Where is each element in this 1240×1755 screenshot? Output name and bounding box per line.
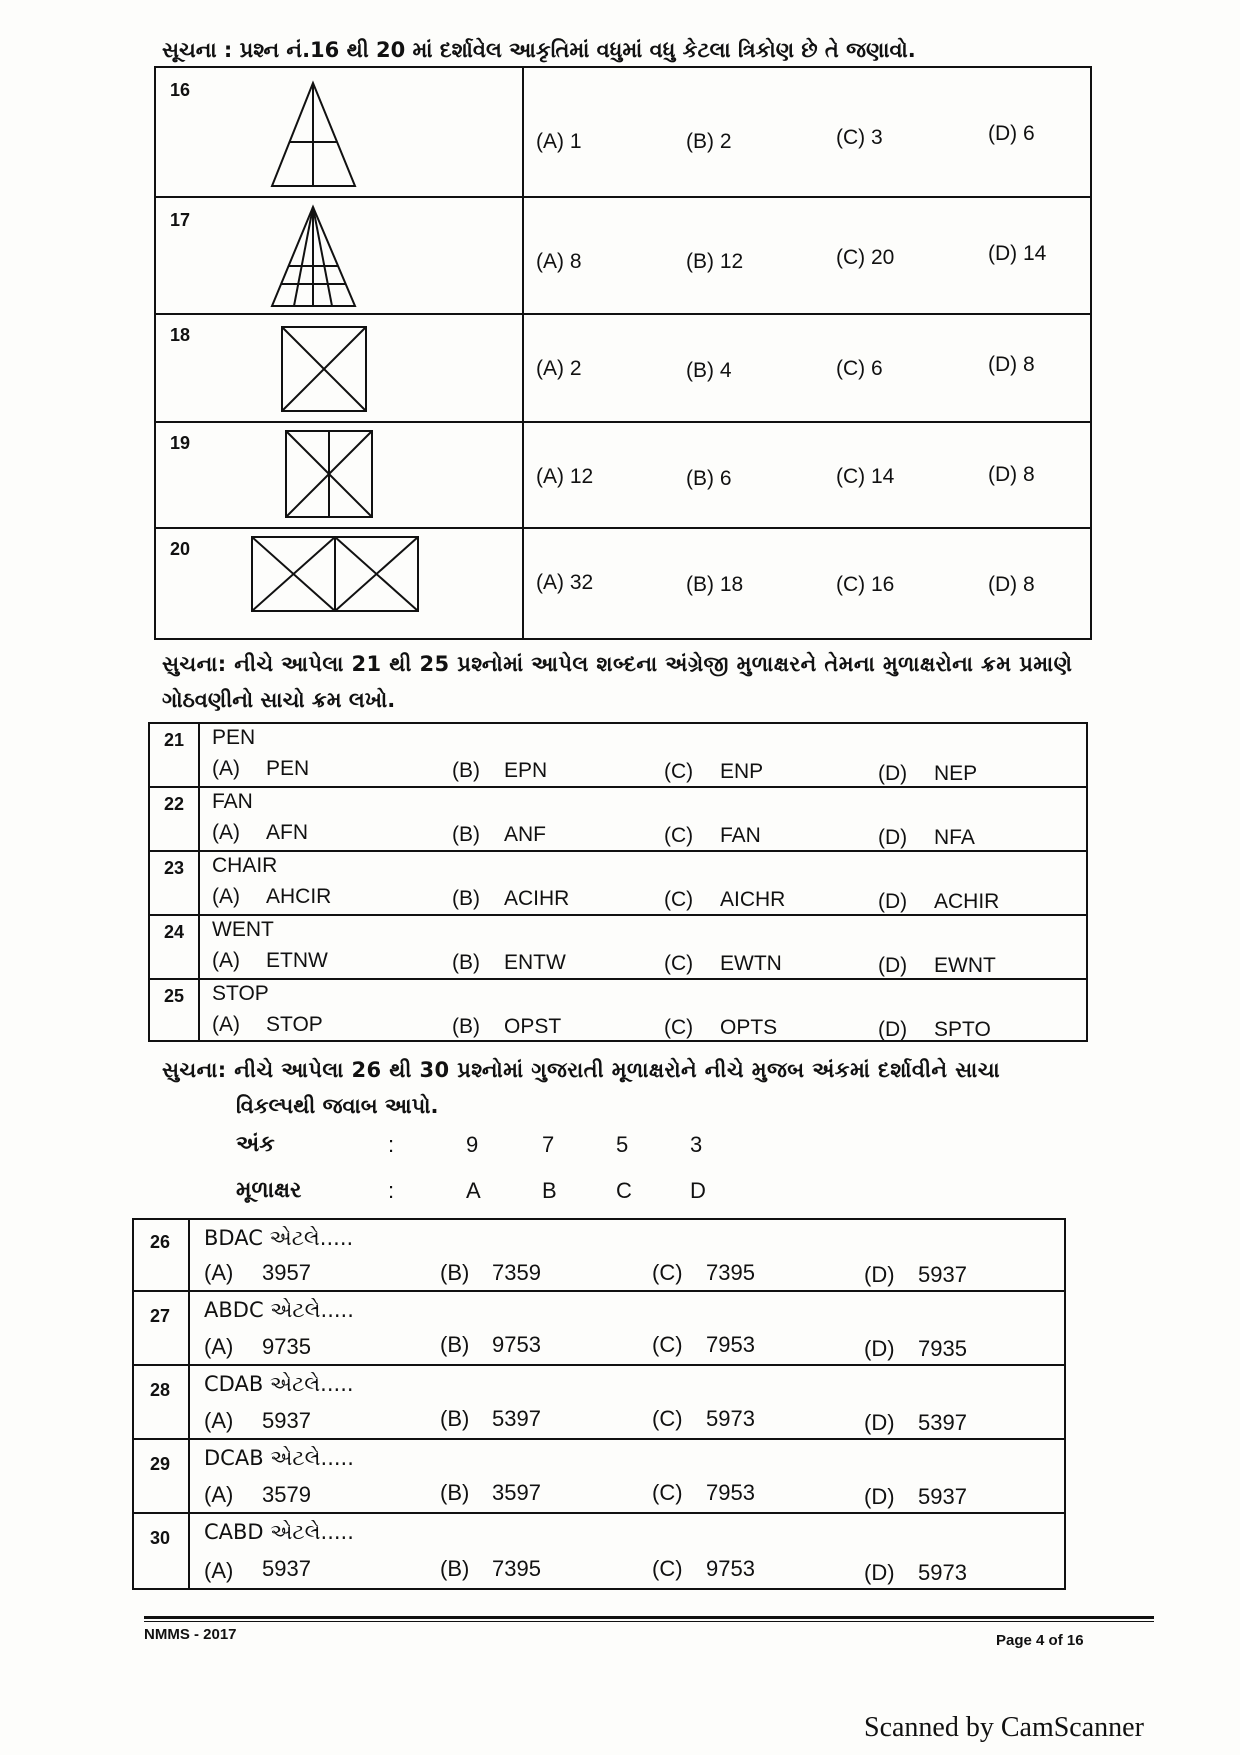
- option-a-label[interactable]: (A): [204, 1260, 234, 1285]
- option-a-value[interactable]: 3579: [262, 1482, 311, 1507]
- question-word: CHAIR: [212, 854, 278, 877]
- option-b-value[interactable]: OPST: [504, 1015, 562, 1038]
- colon: :: [388, 1132, 395, 1157]
- letter: A: [466, 1178, 481, 1203]
- instruction-coding-line1: સુચના: નીચે આપેલા 26 થી 30 પ્રશ્નોમાં ગુજરાતી મૂળાક્ષરોને નીચે મુજબ અંકમાં દર્શાવીને સાચા: [162, 1058, 1001, 1082]
- instruction-alphabet-line2: ગોઠવણીનો સાચો ક્રમ લખો.: [162, 688, 396, 712]
- option-b-value[interactable]: ACIHR: [504, 887, 570, 910]
- option-d-value[interactable]: NFA: [934, 826, 975, 849]
- option-b[interactable]: (B) 18: [686, 573, 744, 596]
- option-b-label[interactable]: (B): [452, 759, 480, 782]
- option-a-value[interactable]: 9735: [262, 1334, 311, 1359]
- question-number: 29: [150, 1454, 171, 1474]
- question-number: 27: [150, 1306, 171, 1326]
- footer-exam-name: NMMS - 2017: [144, 1626, 237, 1643]
- option-c-label[interactable]: (C): [664, 760, 694, 783]
- question-number: 17: [170, 210, 191, 230]
- option-b-label[interactable]: (B): [440, 1480, 470, 1505]
- question-number: 28: [150, 1380, 171, 1400]
- option-c-value[interactable]: ENP: [720, 760, 764, 783]
- option-b-value[interactable]: 7359: [492, 1260, 541, 1285]
- question-row-30: [134, 1514, 1064, 1590]
- option-a[interactable]: (A) 12: [536, 465, 594, 488]
- footer-page-number: Page 4 of 16: [996, 1632, 1084, 1649]
- option-d[interactable]: (D) 8: [988, 463, 1035, 486]
- option-d[interactable]: (D) 14: [988, 242, 1047, 265]
- double-square-figure-20: [250, 535, 422, 615]
- square-figure-18: [280, 325, 370, 415]
- option-b-label[interactable]: (B): [452, 823, 480, 846]
- option-a-label[interactable]: (A): [212, 885, 240, 908]
- option-a-label[interactable]: (A): [212, 757, 240, 780]
- option-b-value[interactable]: 9753: [492, 1332, 541, 1357]
- option-d-label[interactable]: (D): [878, 826, 908, 849]
- option-b-label[interactable]: (B): [440, 1260, 470, 1285]
- option-d-label[interactable]: (D): [864, 1560, 895, 1585]
- option-d-label[interactable]: (D): [878, 1018, 908, 1041]
- question-prompt: CDAB એટલે.....: [204, 1372, 354, 1396]
- option-a-label[interactable]: (A): [204, 1482, 234, 1507]
- question-number: 26: [150, 1232, 171, 1252]
- question-prompt: DCAB એટલે.....: [204, 1446, 354, 1470]
- option-c-value[interactable]: OPTS: [720, 1016, 778, 1039]
- question-number: 18: [170, 325, 191, 345]
- option-c-value[interactable]: 7395: [706, 1260, 755, 1285]
- question-number: 24: [164, 922, 185, 942]
- option-a[interactable]: (A) 2: [536, 357, 582, 380]
- option-a-label[interactable]: (A): [204, 1334, 234, 1359]
- option-a-value[interactable]: ETNW: [266, 949, 328, 972]
- option-c-label[interactable]: (C): [664, 1016, 694, 1039]
- option-b-value[interactable]: ENTW: [504, 951, 566, 974]
- option-d-value[interactable]: 5973: [918, 1560, 967, 1585]
- option-a[interactable]: (A) 8: [536, 250, 582, 273]
- option-b-label[interactable]: (B): [440, 1332, 470, 1357]
- option-c[interactable]: (C) 20: [836, 246, 895, 269]
- option-a-value[interactable]: PEN: [266, 757, 310, 780]
- letter: B: [542, 1178, 557, 1203]
- option-b[interactable]: (B) 12: [686, 250, 744, 273]
- digit: 9: [466, 1132, 479, 1157]
- triangle-figure-17: [266, 204, 361, 310]
- question-row-25: [150, 980, 1086, 1042]
- square-figure-19: [284, 429, 374, 521]
- option-d-value[interactable]: 5937: [918, 1262, 967, 1287]
- code-letter-row: [236, 1178, 756, 1212]
- option-d[interactable]: (D) 6: [988, 122, 1035, 145]
- option-d-label[interactable]: (D): [864, 1336, 895, 1361]
- question-row-29: [134, 1440, 1064, 1514]
- question-word: FAN: [212, 790, 253, 813]
- question-row-28: [134, 1366, 1064, 1440]
- option-c[interactable]: (C) 3: [836, 126, 883, 149]
- question-number: 30: [150, 1528, 171, 1548]
- question-number: 22: [164, 794, 185, 814]
- option-c[interactable]: (C) 14: [836, 465, 895, 488]
- option-a-label[interactable]: (A): [204, 1408, 234, 1433]
- option-d-value[interactable]: EWNT: [934, 954, 996, 977]
- option-d-label[interactable]: (D): [878, 954, 908, 977]
- option-c-value[interactable]: EWTN: [720, 952, 782, 975]
- question-number: 21: [164, 730, 185, 750]
- question-row-22: [150, 788, 1086, 852]
- option-d-value[interactable]: 5937: [918, 1484, 967, 1509]
- option-a-value[interactable]: 3957: [262, 1260, 311, 1285]
- option-a[interactable]: (A) 1: [536, 130, 582, 153]
- option-c[interactable]: (C) 16: [836, 573, 895, 596]
- word-question-table: [148, 722, 1088, 1042]
- instruction-triangles: સૂચના : પ્રશ્ન નં.16 થી 20 માં દર્શાવેલ આકૃતિમાં વધુમાં વધુ કેટલા ત્રિકોણ છે તે જણાવો.: [162, 38, 916, 62]
- option-a-value[interactable]: AHCIR: [266, 885, 332, 908]
- option-d-label[interactable]: (D): [864, 1262, 895, 1287]
- option-b-value[interactable]: 5397: [492, 1406, 541, 1431]
- option-d[interactable]: (D) 8: [988, 573, 1035, 596]
- code-digit-row: [236, 1132, 756, 1166]
- footer-rule-thin: [144, 1621, 1154, 1622]
- option-c-label[interactable]: (C): [664, 824, 694, 847]
- option-a-label[interactable]: (A): [204, 1558, 234, 1583]
- option-d-label[interactable]: (D): [878, 890, 908, 913]
- option-a-label[interactable]: (A): [212, 1013, 240, 1036]
- option-a-label[interactable]: (A): [212, 821, 240, 844]
- question-word: WENT: [212, 918, 274, 941]
- option-c-value[interactable]: 7953: [706, 1332, 755, 1357]
- figure-question-table: [154, 66, 1092, 640]
- option-c[interactable]: (C) 6: [836, 357, 883, 380]
- digit-label: અંક: [236, 1132, 275, 1157]
- option-b-value[interactable]: ANF: [504, 823, 546, 846]
- option-a-value[interactable]: 5937: [262, 1556, 311, 1581]
- question-row-24: [150, 916, 1086, 980]
- letter: D: [690, 1178, 706, 1203]
- option-d[interactable]: (D) 8: [988, 353, 1035, 376]
- option-b-label[interactable]: (B): [440, 1406, 470, 1431]
- option-b[interactable]: (B) 6: [686, 467, 732, 490]
- question-row-27: [134, 1292, 1064, 1366]
- option-c-label[interactable]: (C): [652, 1406, 683, 1431]
- option-b-value[interactable]: EPN: [504, 759, 548, 782]
- question-prompt: BDAC એટલે.....: [204, 1226, 354, 1250]
- digit: 7: [542, 1132, 555, 1157]
- option-d-label[interactable]: (D): [864, 1484, 895, 1509]
- code-question-table: [132, 1218, 1066, 1590]
- letter-label: મૂળાક્ષર: [236, 1178, 302, 1203]
- option-c-value[interactable]: AICHR: [720, 888, 786, 911]
- question-number: 19: [170, 433, 191, 453]
- question-row-20: [156, 529, 1090, 640]
- option-b-value[interactable]: 7395: [492, 1556, 541, 1581]
- question-word: PEN: [212, 726, 256, 749]
- option-b-label[interactable]: (B): [452, 951, 480, 974]
- option-b-label[interactable]: (B): [452, 1015, 480, 1038]
- option-c-label[interactable]: (C): [664, 952, 694, 975]
- option-c-label[interactable]: (C): [652, 1556, 683, 1581]
- colon: :: [388, 1178, 395, 1203]
- question-number: 16: [170, 80, 191, 100]
- question-row-17: [156, 198, 1090, 315]
- option-a-label[interactable]: (A): [212, 949, 240, 972]
- question-row-16: [156, 68, 1090, 198]
- option-d-value[interactable]: 7935: [918, 1336, 967, 1361]
- option-b[interactable]: (B) 2: [686, 130, 732, 153]
- question-prompt: CABD એટલે.....: [204, 1520, 354, 1544]
- scanner-watermark: Scanned by CamScanner: [864, 1712, 1144, 1743]
- option-c-label[interactable]: (C): [652, 1480, 683, 1505]
- option-d-label[interactable]: (D): [864, 1410, 895, 1435]
- option-d-label[interactable]: (D): [878, 762, 908, 785]
- option-a-value[interactable]: 5937: [262, 1408, 311, 1433]
- instruction-coding-line2: વિકલ્પથી જવાબ આપો.: [236, 1094, 439, 1118]
- option-a[interactable]: (A) 32: [536, 571, 594, 594]
- question-row-19: [156, 423, 1090, 529]
- question-prompt: ABDC એટલે.....: [204, 1298, 354, 1322]
- question-number: 20: [170, 539, 191, 559]
- digit: 5: [616, 1132, 629, 1157]
- option-d-value[interactable]: 5397: [918, 1410, 967, 1435]
- option-b-label[interactable]: (B): [452, 887, 480, 910]
- option-a-value[interactable]: STOP: [266, 1013, 323, 1036]
- question-row-21: [150, 724, 1086, 788]
- option-c-value[interactable]: 9753: [706, 1556, 755, 1581]
- option-c-label[interactable]: (C): [652, 1260, 683, 1285]
- option-d-value[interactable]: SPTO: [934, 1018, 991, 1041]
- instruction-alphabet-line1: સુચના: નીચે આપેલા 21 થી 25 પ્રશ્નોમાં આપેલ શબ્દના અંગ્રેજી મુળાક્ષરને તેમના મુળાક્ષરોના ક્રમ પ્રમાણે: [162, 652, 1073, 676]
- option-b-value[interactable]: 3597: [492, 1480, 541, 1505]
- option-d-value[interactable]: ACHIR: [934, 890, 1000, 913]
- letter: C: [616, 1178, 632, 1203]
- option-c-label[interactable]: (C): [652, 1332, 683, 1357]
- triangle-figure-16: [266, 80, 361, 190]
- digit: 3: [690, 1132, 703, 1157]
- question-word: STOP: [212, 982, 269, 1005]
- option-b-label[interactable]: (B): [440, 1556, 470, 1581]
- question-number: 23: [164, 858, 185, 878]
- question-row-23: [150, 852, 1086, 916]
- footer-rule: [144, 1616, 1154, 1619]
- option-c-value[interactable]: 5973: [706, 1406, 755, 1431]
- option-a-value[interactable]: AFN: [266, 821, 308, 844]
- option-b[interactable]: (B) 4: [686, 359, 732, 382]
- option-c-value[interactable]: 7953: [706, 1480, 755, 1505]
- option-d-value[interactable]: NEP: [934, 762, 978, 785]
- question-row-26: [134, 1220, 1064, 1292]
- option-c-value[interactable]: FAN: [720, 824, 761, 847]
- option-c-label[interactable]: (C): [664, 888, 694, 911]
- question-row-18: [156, 315, 1090, 423]
- question-number: 25: [164, 986, 185, 1006]
